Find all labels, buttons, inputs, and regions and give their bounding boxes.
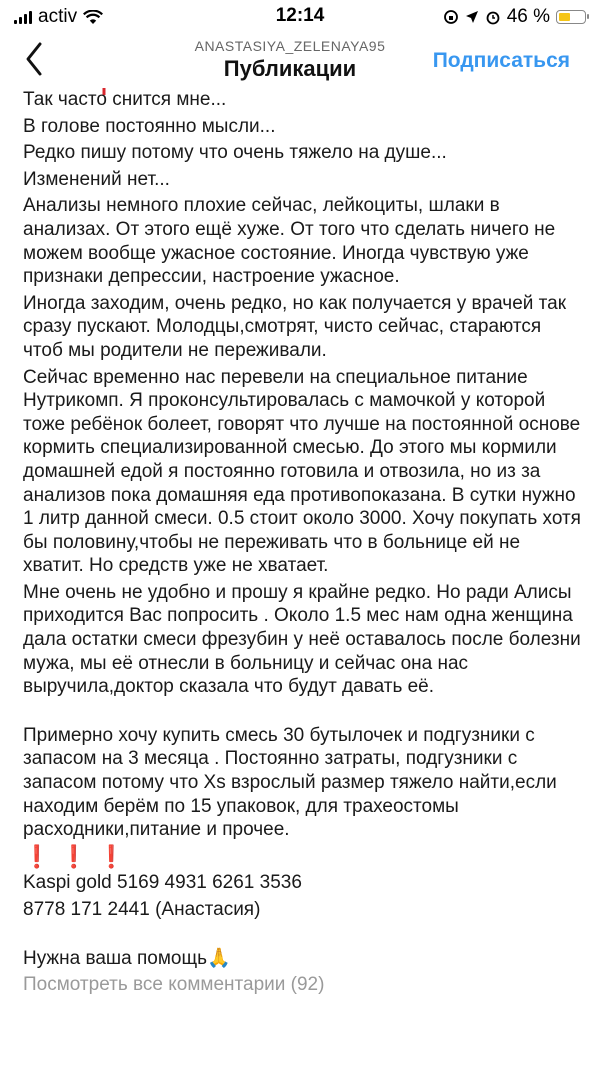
caption-line: Примерно хочу купить смесь 30 бутылочек и подгузники с запасом на 3 месяца . Постоянно затраты, подгузники с запасом потому что Xs взрослый размер тяжело найти,если находим берём по 15 упаковок, для трахеостомы расходники,питание и прочее. <box>23 724 557 841</box>
battery-icon <box>556 10 586 24</box>
status-time: 12:14 <box>275 5 325 26</box>
carrier-name: activ <box>38 6 78 27</box>
caption-line: Анализы немного плохие сейчас, лейкоциты, шлаки в анализах. От этого ещё хуже. От того что сделать ничего не можем вообще ужасное состояние. Иногда чувствую уже признаки депрессии, настроение ужасное. <box>23 195 556 288</box>
location-icon <box>465 10 479 24</box>
caption-line: Сейчас временно нас перевели на специальное питание Нутрикомп. Я проконсультировалась с мамочкой у которой тоже ребёнок болеет, говорят что лучше на постоянной основе кормить специализированной смесью. До этого мы кормили домашней едой я постоянно готовила и отвозила, но из за анализов пока домашняя еда противопоказана. В сутки нужно 1 литр данной смеси. 0.5 стоит около 3000. Хочу покупать хотя бы половину,чтобы не переживать что в больнице ей не хватит. Но средств уже не хватает. <box>23 366 581 577</box>
nav-username: ANASTASIYA_ZELENAYA95 <box>194 38 386 54</box>
page-title: Публикации <box>223 56 357 81</box>
kaspi-card: Kaspi gold 5169 4931 6261 3536 <box>23 872 302 894</box>
view-comments-link[interactable]: Посмотреть все комментарии (92) <box>23 974 325 996</box>
exclamation-icons: ❗❗❗ <box>23 843 136 869</box>
screen-lock-icon <box>443 9 459 25</box>
post-caption <box>23 88 583 1066</box>
help-text: Нужна ваша помощь <box>23 947 208 969</box>
help-line <box>23 947 583 971</box>
caption-line: Мне очень не удобно и прошу я крайне редко. Но ради Алисы приходится Вас попросить . Около 1.5 мес нам одна женщина дала остатки смеси фрезубин у неё оставалось после болезни мужа, мы её отнесли в больницу и сейчас она нас выручила,доктор сказала что будут давать её. <box>23 581 581 698</box>
status-bar <box>0 0 600 34</box>
follow-button[interactable]: Подписаться <box>432 49 570 72</box>
status-right <box>443 6 586 28</box>
caption-line: В голове постоянно мысли... <box>23 115 276 137</box>
praying-hands-icon: 🙏 <box>207 947 231 969</box>
caption-line: Иногда заходим, очень редко, но как получается у врачей так сразу пускают. Молодцы,смотрят, чисто сейчас, стараются чтоб мы родители не переживали. <box>23 292 567 361</box>
caption-line: Редко пишу потому что очень тяжело на душе... <box>23 142 447 164</box>
navigation-bar <box>0 34 600 88</box>
alarm-icon <box>485 9 501 25</box>
phone-number: 8778 171 2441 (Анастасия) <box>23 899 261 920</box>
caption-line: Изменений нет... <box>23 168 170 190</box>
caption-line: Так часто снится мне... <box>23 89 227 110</box>
battery-percent: 46 % <box>506 6 550 27</box>
